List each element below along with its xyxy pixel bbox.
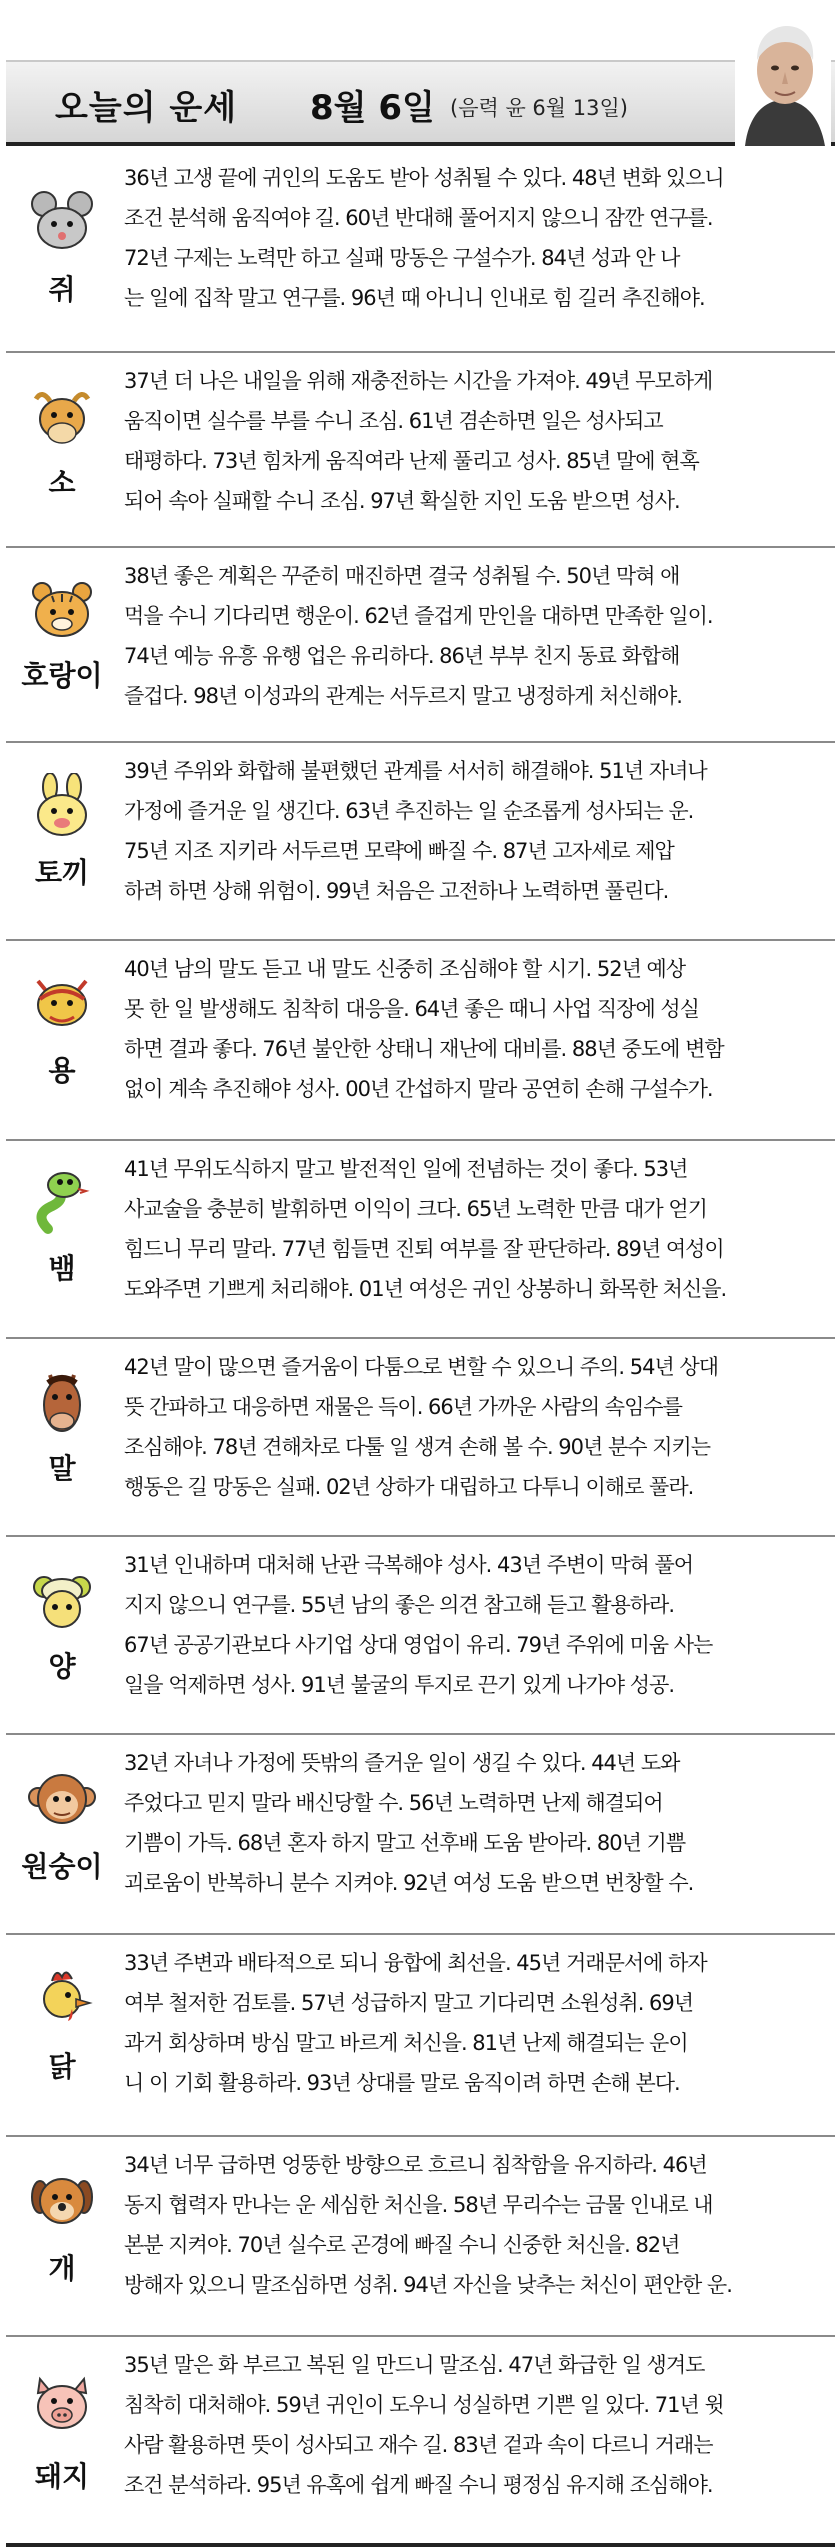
fortune-line: 하면 결과 좋다. 76년 불안한 상태니 재난에 대비를. 88년 중도에 변함 <box>124 1037 724 1061</box>
fortune-line: 지지 않으니 연구를. 55년 남의 좋은 의견 참고해 듣고 활용하라. <box>124 1593 675 1617</box>
solar-date: 8월 6일 <box>310 88 435 128</box>
fortune-row-snake <box>6 1141 835 1339</box>
fortune-line: 41년 무위도식하지 말고 발전적인 일에 전념하는 것이 좋다. 53년 <box>124 1157 688 1181</box>
fortune-line: 여부 철저한 검토를. 57년 성급하지 말고 기다리면 소원성취. 69년 <box>124 1991 694 2015</box>
fortune-text <box>124 556 830 716</box>
fortune-header <box>0 0 835 150</box>
animal-column <box>6 1935 118 2135</box>
fortune-text <box>124 2345 830 2505</box>
sheep-icon <box>28 1567 96 1635</box>
snake-icon <box>28 1169 96 1237</box>
fortune-line: 주었다고 믿지 말라 배신당할 수. 56년 노력하면 난제 해결되어 <box>124 1791 663 1815</box>
fortune-row-horse <box>6 1339 835 1537</box>
animal-name: 원숭이 <box>21 1850 103 1883</box>
animal-name: 말 <box>48 1452 76 1485</box>
horse-icon <box>28 1369 96 1437</box>
animal-name: 닭 <box>48 2050 76 2083</box>
fortune-line: 74년 예능 유흥 유행 업은 유리하다. 86년 부부 친지 동료 화합해 <box>124 644 680 668</box>
fortune-line: 뜻 간파하고 대응하면 재물은 득이. 66년 가까운 사람의 속임수를 <box>124 1395 682 1419</box>
fortune-line: 31년 인내하며 대처해 난관 극복해야 성사. 43년 주변이 막혀 풀어 <box>124 1553 694 1577</box>
animal-name: 용 <box>48 1054 76 1087</box>
fortune-line: 는 일에 집착 말고 연구를. 96년 때 아니니 인내로 힘 길러 추진해야. <box>124 286 705 310</box>
fortune-line: 움직이면 실수를 부를 수니 조심. 61년 겸손하면 일은 성사되고 <box>124 409 663 433</box>
fortune-row-ox <box>6 353 835 548</box>
rooster-icon <box>28 1965 96 2033</box>
fortune-line: 되어 속아 실패할 수니 조심. 97년 확실한 지인 도움 받으면 성사. <box>124 489 680 513</box>
animal-column <box>6 2137 118 2335</box>
fortune-line: 72년 구제는 노력만 하고 실패 망동은 구설수가. 84년 성과 안 나 <box>124 246 680 270</box>
fortune-line: 34년 너무 급하면 엉뚱한 방향으로 흐르니 침착함을 유지하라. 46년 <box>124 2153 707 2177</box>
fortune-row-tiger <box>6 548 835 743</box>
fortune-row-dog <box>6 2137 835 2337</box>
animal-name: 토끼 <box>34 856 90 889</box>
fortune-line: 37년 더 나은 내일을 위해 재충전하는 시간을 가져야. 49년 무모하게 <box>124 369 713 393</box>
fortune-line: 39년 주위와 화합해 불편했던 관계를 서서히 해결해야. 51년 자녀나 <box>124 759 707 783</box>
animal-name: 양 <box>48 1650 76 1683</box>
fortune-text <box>124 1743 830 1903</box>
animal-name: 뱀 <box>48 1252 76 1285</box>
fortune-text <box>124 361 830 521</box>
fortune-text <box>124 751 830 911</box>
fortune-line: 42년 말이 많으면 즐거움이 다툼으로 변할 수 있으니 주의. 54년 상대 <box>124 1355 719 1379</box>
fortune-line: 75년 지조 지키라 서두르면 모략에 빠질 수. 87년 고자세로 제압 <box>124 839 674 863</box>
animal-column <box>6 150 118 351</box>
dog-icon <box>28 2167 96 2235</box>
fortune-line: 기쁨이 가득. 68년 혼자 하지 말고 선후배 도움 받아라. 80년 기쁨 <box>124 1831 686 1855</box>
fortune-row-monkey <box>6 1735 835 1935</box>
fortune-row-rabbit <box>6 743 835 941</box>
rat-icon <box>28 188 96 256</box>
fortune-line: 침착히 대처해야. 59년 귀인이 도우니 성실하면 기쁜 일 있다. 71년 윗 <box>124 2393 724 2417</box>
fortune-row-dragon <box>6 941 835 1141</box>
fortune-line: 동지 협력자 만나는 운 세심한 처신을. 58년 무리수는 금물 인내로 내 <box>124 2193 713 2217</box>
fortune-line: 방해자 있으니 말조심하면 성취. 94년 자신을 낮추는 처신이 편안한 운. <box>124 2273 732 2297</box>
animal-column <box>6 353 118 546</box>
fortune-line: 괴로움이 반복하니 분수 지켜야. 92년 여성 도움 받으면 번창할 수. <box>124 1871 694 1895</box>
fortune-line: 니 이 기회 활용하라. 93년 상대를 말로 움직이려 하면 손해 본다. <box>124 2071 680 2095</box>
fortune-line: 38년 좋은 계획은 꾸준히 매진하면 결국 성취될 수. 50년 막혀 애 <box>124 564 680 588</box>
author-portrait <box>735 8 831 146</box>
animal-name: 호랑이 <box>21 659 103 692</box>
animal-column <box>6 941 118 1139</box>
fortune-text <box>124 158 830 318</box>
fortune-text <box>124 2145 830 2305</box>
fortune-line: 조심해야. 78년 견해차로 다툴 일 생겨 손해 볼 수. 90년 분수 지키는 <box>124 1435 711 1459</box>
fortune-line: 도와주면 기쁘게 처리해야. 01년 여성은 귀인 상봉하니 화목한 처신을. <box>124 1277 727 1301</box>
lunar-date: (음력 윤 6월 13일) <box>450 96 628 120</box>
fortune-line: 못 한 일 발생해도 침착히 대응을. 64년 좋은 때니 사업 직장에 성실 <box>124 997 699 1021</box>
animal-column <box>6 1735 118 1933</box>
fortune-line: 35년 말은 화 부르고 복된 일 만드니 말조심. 47년 화급한 일 생겨도 <box>124 2353 705 2377</box>
fortune-line: 가정에 즐거운 일 생긴다. 63년 추진하는 일 순조롭게 성사되는 운. <box>124 799 694 823</box>
fortune-line: 40년 남의 말도 듣고 내 말도 신중히 조심해야 할 시기. 52년 예상 <box>124 957 686 981</box>
fortune-line: 하려 하면 상해 위험이. 99년 처음은 고전하나 노력하면 풀린다. <box>124 879 669 903</box>
fortune-row-rat <box>6 150 835 353</box>
animal-name: 쥐 <box>48 273 76 306</box>
fortune-row-sheep <box>6 1537 835 1735</box>
fortune-line: 일을 억제하면 성사. 91년 불굴의 투지로 끈기 있게 나가야 성공. <box>124 1673 675 1697</box>
fortune-line: 즐겁다. 98년 이성과의 관계는 서두르지 말고 냉정하게 처신해야. <box>124 684 682 708</box>
fortune-text <box>124 1943 830 2103</box>
animal-name: 돼지 <box>34 2460 90 2493</box>
tiger-icon <box>28 578 96 646</box>
fortune-row-rooster <box>6 1935 835 2137</box>
fortune-line: 조건 분석하라. 95년 유혹에 쉽게 빠질 수니 평정심 유지해 조심해야. <box>124 2473 713 2497</box>
animal-column <box>6 1339 118 1535</box>
fortune-line: 본분 지켜야. 70년 실수로 곤경에 빠질 수니 신중한 처신을. 82년 <box>124 2233 680 2257</box>
fortune-line: 조건 분석해 움직여야 길. 60년 반대해 풀어지지 않으니 잠깐 연구를. <box>124 206 713 230</box>
fortune-line: 사교술을 충분히 발휘하면 이익이 크다. 65년 노력한 만큼 대가 얻기 <box>124 1197 707 1221</box>
rabbit-icon <box>28 773 96 841</box>
animal-column <box>6 548 118 741</box>
pig-icon <box>28 2369 96 2437</box>
monkey-icon <box>28 1765 96 1833</box>
fortune-line: 33년 주변과 배타적으로 되니 융합에 최선을. 45년 거래문서에 하자 <box>124 1951 707 1975</box>
animal-name: 소 <box>48 466 76 499</box>
dragon-icon <box>28 969 96 1037</box>
animal-column <box>6 2337 118 2543</box>
animal-name: 개 <box>48 2252 76 2285</box>
animal-column <box>6 1537 118 1733</box>
fortune-line: 먹을 수니 기다리면 행운이. 62년 즐겁게 만인을 대하면 만족한 일이. <box>124 604 713 628</box>
fortune-row-pig <box>6 2337 835 2547</box>
fortune-line: 힘드니 무리 말라. 77년 힘들면 진퇴 여부를 잘 판단하라. 89년 여성이 <box>124 1237 724 1261</box>
animal-column <box>6 743 118 939</box>
fortune-line: 없이 계속 추진해야 성사. 00년 간섭하지 말라 공연히 손해 구설수가. <box>124 1077 713 1101</box>
fortune-line: 32년 자녀나 가정에 뜻밖의 즐거운 일이 생길 수 있다. 44년 도와 <box>124 1751 680 1775</box>
fortune-text <box>124 1149 830 1309</box>
fortune-text <box>124 949 830 1109</box>
fortune-line: 행동은 길 망동은 실패. 02년 상하가 대립하고 다투니 이해로 풀라. <box>124 1475 694 1499</box>
fortune-line: 36년 고생 끝에 귀인의 도움도 받아 성취될 수 있다. 48년 변화 있으니 <box>124 166 724 190</box>
page-title: 오늘의 운세 <box>55 88 238 128</box>
fortune-line: 태평하다. 73년 힘차게 움직여라 난제 풀리고 성사. 85년 말에 현혹 <box>124 449 699 473</box>
fortune-line: 67년 공공기관보다 사기업 상대 영업이 유리. 79년 주위에 미움 사는 <box>124 1633 713 1657</box>
fortune-text <box>124 1545 830 1705</box>
fortune-text <box>124 1347 830 1507</box>
animal-column <box>6 1141 118 1337</box>
ox-icon <box>28 385 96 453</box>
fortune-line: 과거 회상하며 방심 말고 바르게 처신을. 81년 난제 해결되는 운이 <box>124 2031 688 2055</box>
fortune-line: 사람 활용하면 뜻이 성사되고 재수 길. 83년 겉과 속이 다르니 거래는 <box>124 2433 713 2457</box>
